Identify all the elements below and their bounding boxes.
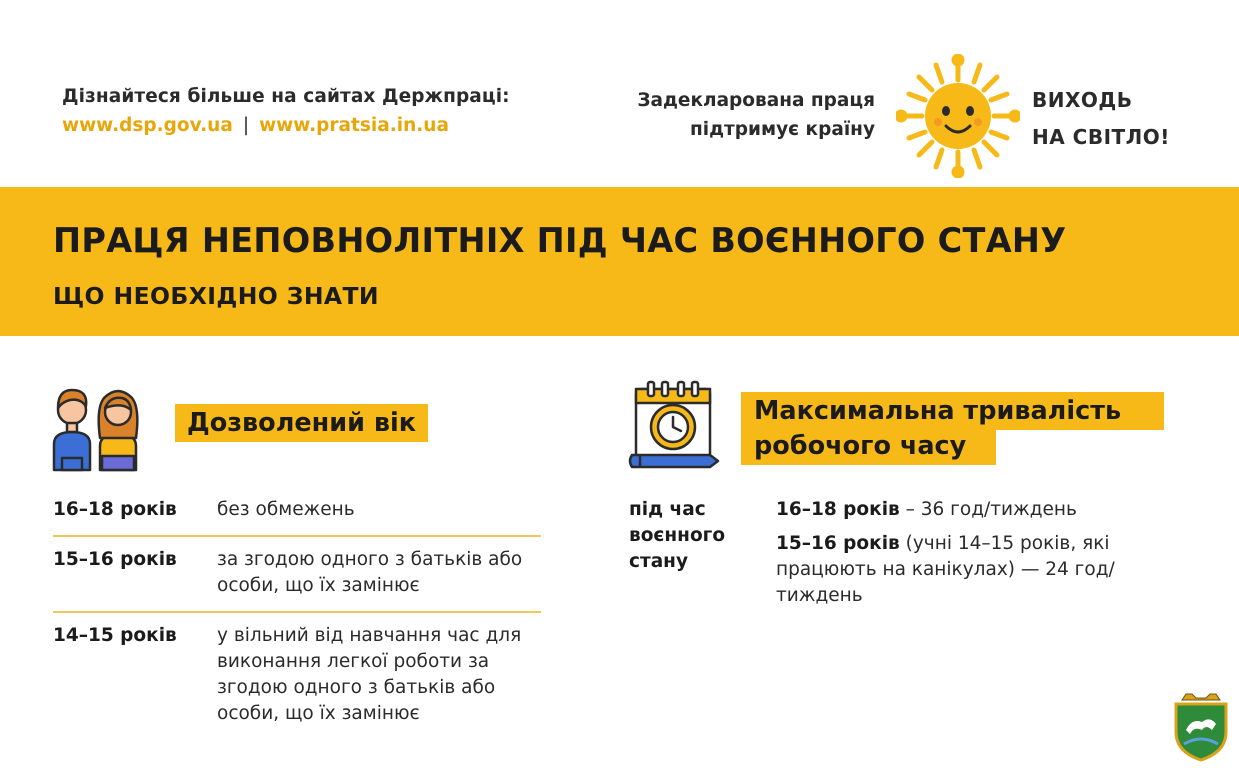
allowed-age-table: [53, 497, 541, 739]
calendar-clock-icon: [626, 377, 722, 473]
hours-rule: [776, 531, 1126, 609]
campaign-name: [1032, 82, 1170, 156]
learn-more-text: Дізнайтеся більше на сайтах Держпраці:: [62, 86, 510, 107]
max-hours-heading: Максимальна тривалість: [741, 392, 1164, 430]
rule-text: (учні 14–15 років, які працюють на канікулах) — 24 год/тиждень: [776, 533, 1115, 606]
sun-mascot-icon: [896, 54, 1020, 178]
age-condition: без обмежень: [217, 499, 355, 520]
coat-of-arms-icon: [1172, 690, 1230, 762]
age-condition: у вільний від навчання час для виконання легкої роботи за згодою одного з батьків або особи, що їх замінює: [217, 625, 522, 724]
link-dsp[interactable]: www.dsp.gov.ua: [62, 115, 233, 136]
table-row: [53, 611, 541, 739]
title-banner: [0, 187, 1239, 336]
rule-age: 16–18 років: [776, 499, 900, 520]
allowed-age-heading: Дозволений вік: [175, 404, 428, 442]
age-range: 14–15 років: [53, 625, 177, 646]
slogan-line-1: Задекларована праця: [637, 90, 875, 111]
table-row: [53, 497, 541, 535]
page-subtitle: ЩО НЕОБХІДНО ЗНАТИ: [53, 282, 379, 310]
age-range: 16–18 років: [53, 499, 177, 520]
campaign-line-2: НА СВІТЛО!: [1032, 125, 1170, 149]
rule-age: 15–16 років: [776, 533, 900, 554]
children-icon: [50, 378, 146, 474]
slogan: [637, 86, 875, 144]
table-row: [53, 535, 541, 611]
link-pratsia[interactable]: www.pratsia.in.ua: [259, 115, 449, 136]
site-links: [62, 115, 510, 136]
campaign-line-1: ВИХОДЬ: [1032, 88, 1133, 112]
link-separator: |: [242, 115, 250, 136]
rule-text: – 36 год/тиждень: [899, 499, 1077, 520]
slogan-line-2: підтримує країну: [689, 119, 875, 140]
info-block: [62, 86, 510, 136]
page-title: ПРАЦЯ НЕПОВНОЛІТНІХ ПІД ЧАС ВОЄННОГО СТАНУ: [53, 221, 1067, 260]
hours-rule: [776, 497, 1126, 523]
martial-law-label: під час воєнного стану: [629, 499, 726, 572]
max-hours-heading-line-2: робочого часу: [741, 430, 996, 465]
hours-rules: [776, 497, 1126, 609]
age-range: 15–16 років: [53, 549, 177, 570]
age-condition: за згодою одного з батьків або особи, що їх замінює: [217, 549, 523, 596]
